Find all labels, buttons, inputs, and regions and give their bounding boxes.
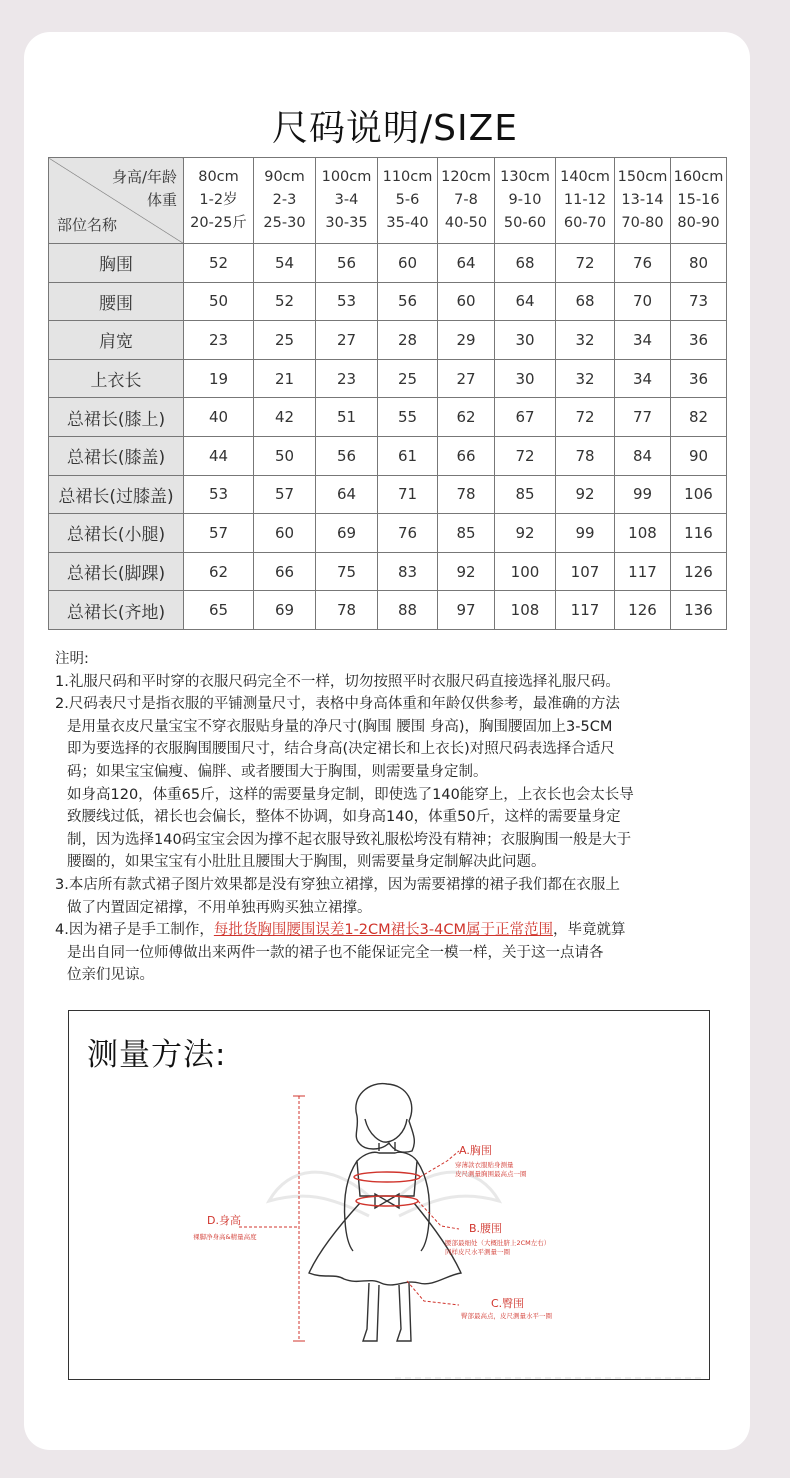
note-2-line: 即为要选择的衣服胸围腰围尺寸，结合身高(决定裙长和上衣长)对照尺码表选择合适尺 — [67, 741, 615, 758]
size-value-cell: 126 — [671, 552, 727, 591]
size-column-header — [438, 158, 495, 244]
size-value-cell: 69 — [254, 591, 316, 630]
note-2-line: 如身高120，体重65斤，这样的需要量身定制，即使选了140能穿上，上衣长也会太长导 — [67, 786, 634, 803]
size-value-cell: 92 — [556, 475, 615, 514]
size-value-cell: 99 — [556, 514, 615, 553]
table-row — [49, 244, 727, 283]
size-value-cell: 34 — [615, 359, 671, 398]
size-value-cell: 32 — [556, 359, 615, 398]
size-value-cell: 106 — [671, 475, 727, 514]
size-value-cell: 25 — [254, 321, 316, 360]
size-value-cell: 40 — [184, 398, 254, 437]
note-3-line: 3.本店所有款式裙子图片效果都是没有穿独立裙撑，因为需要裙撑的裙子我们都在衣服上 — [55, 876, 620, 893]
size-value-cell: 136 — [671, 591, 727, 630]
size-value-cell: 72 — [556, 398, 615, 437]
table-row — [49, 398, 727, 437]
table-row — [49, 359, 727, 398]
measurement-title: 测量方法: — [87, 1037, 227, 1073]
size-header-line: 35-40 — [386, 215, 429, 231]
height-label: D.身高 — [207, 1214, 241, 1227]
faint-dashes-decoration — [395, 1373, 705, 1383]
size-value-cell: 57 — [184, 514, 254, 553]
size-header-line: 150cm — [617, 169, 668, 185]
size-value-cell: 108 — [495, 591, 556, 630]
size-header-line: 70-80 — [621, 215, 664, 231]
size-value-cell: 117 — [615, 552, 671, 591]
part-name-cell: 总裙长(齐地) — [49, 591, 184, 630]
size-value-cell: 56 — [378, 282, 438, 321]
part-name-cell: 总裙长(小腿) — [49, 514, 184, 553]
size-value-cell: 76 — [378, 514, 438, 553]
table-row — [49, 591, 727, 630]
note-4-line: 位亲们见谅。 — [67, 967, 154, 984]
size-value-cell: 36 — [671, 359, 727, 398]
size-value-cell: 97 — [438, 591, 495, 630]
part-name-cell: 上衣长 — [49, 359, 184, 398]
size-header-line: 90cm — [264, 169, 305, 185]
size-value-cell: 116 — [671, 514, 727, 553]
size-header-line: 9-10 — [508, 192, 542, 208]
size-value-cell: 34 — [615, 321, 671, 360]
size-header-line: 15-16 — [677, 192, 720, 208]
size-value-cell: 88 — [378, 591, 438, 630]
size-header-line: 60-70 — [563, 215, 607, 231]
table-row — [49, 282, 727, 321]
size-value-cell: 30 — [495, 359, 556, 398]
size-value-cell: 23 — [184, 321, 254, 360]
size-header-line: 160cm — [673, 169, 724, 185]
part-name-cell: 胸围 — [49, 244, 184, 283]
page-title: 尺码说明/SIZE — [271, 108, 518, 149]
table-row — [49, 321, 727, 360]
size-header-line: 50-60 — [503, 215, 547, 231]
table-row — [49, 552, 727, 591]
size-value-cell: 107 — [556, 552, 615, 591]
size-header-line: 130cm — [500, 169, 550, 185]
size-header-line: 20-25斤 — [190, 215, 247, 231]
size-value-cell: 42 — [254, 398, 316, 437]
size-header-line: 25-30 — [263, 215, 306, 231]
note-2-line: 是用量衣皮尺量宝宝不穿衣服贴身量的净尺寸(胸围 腰围 身高)，胸围腰固加上3-5CM — [67, 718, 613, 735]
size-value-cell: 64 — [495, 282, 556, 321]
hip-desc: 臀部最高点，皮尺测量水平一圈 — [461, 1312, 552, 1320]
size-column-header — [184, 158, 254, 244]
size-value-cell: 85 — [438, 514, 495, 553]
size-column-header — [316, 158, 378, 244]
waist-label: B.腰围 — [469, 1222, 503, 1235]
size-column-header — [556, 158, 615, 244]
part-name-cell: 总裙长(过膝盖) — [49, 475, 184, 514]
size-value-cell: 60 — [378, 244, 438, 283]
size-value-cell: 92 — [495, 514, 556, 553]
size-value-cell: 30 — [495, 321, 556, 360]
size-value-cell: 27 — [316, 321, 378, 360]
size-value-cell: 71 — [378, 475, 438, 514]
girl-measurement-illustration — [69, 1011, 711, 1381]
size-value-cell: 52 — [184, 244, 254, 283]
note-4-line — [55, 919, 735, 942]
size-value-cell: 68 — [556, 282, 615, 321]
size-header-line: 120cm — [441, 169, 491, 185]
size-value-cell: 50 — [184, 282, 254, 321]
size-value-cell: 27 — [438, 359, 495, 398]
note-4-text: ，毕竟就算 — [552, 922, 626, 939]
note-4-line: 是出自同一位师傅做出来两件一款的裙子也不能保证完全一模一样，关于这一点请各 — [67, 944, 604, 961]
part-name-cell: 总裙长(膝上) — [49, 398, 184, 437]
corner-weight: 体重 — [146, 191, 177, 209]
size-value-cell: 64 — [316, 475, 378, 514]
notes-section — [55, 648, 735, 987]
table-row — [49, 436, 727, 475]
size-value-cell: 68 — [495, 244, 556, 283]
size-value-cell: 65 — [184, 591, 254, 630]
note-2-line: 码；如果宝宝偏瘦、偏胖、或者腰围大于胸围，则需要量身定制。 — [67, 763, 488, 780]
size-value-cell: 54 — [254, 244, 316, 283]
size-value-cell: 126 — [615, 591, 671, 630]
size-table — [48, 157, 727, 630]
hip-label: C.臀围 — [491, 1297, 525, 1310]
table-row — [49, 475, 727, 514]
notes-heading: 注明: — [55, 651, 89, 667]
size-value-cell: 19 — [184, 359, 254, 398]
note-2-line: 2.尺码表尺寸是指衣服的平铺测量尺寸，表格中身高体重和年龄仅供参考，最准确的方法 — [55, 696, 620, 713]
size-value-cell: 62 — [184, 552, 254, 591]
note-2-line: 腰圈的，如果宝宝有小肚肚且腰围大于胸围，则需要量身定制解决此问题。 — [67, 854, 546, 871]
size-value-cell: 77 — [615, 398, 671, 437]
size-value-cell: 99 — [615, 475, 671, 514]
size-value-cell: 25 — [378, 359, 438, 398]
size-column-header — [495, 158, 556, 244]
size-header-line: 80cm — [198, 169, 239, 185]
size-value-cell: 61 — [378, 436, 438, 475]
table-row — [49, 514, 727, 553]
size-value-cell: 76 — [615, 244, 671, 283]
table-corner-header — [49, 158, 184, 244]
size-header-line: 80-90 — [677, 215, 720, 231]
size-value-cell: 92 — [438, 552, 495, 591]
note-2-line: 制，因为选择140码宝宝会因为撑不起衣服导致礼服松垮没有精神；衣服胸围一般是大于 — [67, 831, 632, 848]
size-value-cell: 80 — [671, 244, 727, 283]
size-value-cell: 69 — [316, 514, 378, 553]
size-value-cell: 78 — [316, 591, 378, 630]
size-header-line: 110cm — [382, 169, 433, 185]
size-value-cell: 75 — [316, 552, 378, 591]
note-3-line: 做了内置固定裙撑，不用单独再购买独立裙撑。 — [67, 899, 372, 916]
size-value-cell: 82 — [671, 398, 727, 437]
size-header-line: 100cm — [321, 169, 372, 185]
chest-desc: 穿薄款衣服贴身测量 — [455, 1161, 514, 1169]
size-value-cell: 64 — [438, 244, 495, 283]
size-header-line: 13-14 — [621, 192, 664, 208]
note-4-highlight: 每批货胸围腰围误差1-2CM裙长3-4CM属于正常范围 — [213, 922, 553, 939]
size-value-cell: 44 — [184, 436, 254, 475]
size-value-cell: 36 — [671, 321, 727, 360]
height-line — [293, 1096, 305, 1341]
size-value-cell: 56 — [316, 244, 378, 283]
size-value-cell: 108 — [615, 514, 671, 553]
size-value-cell: 51 — [316, 398, 378, 437]
corner-part-name: 部位名称 — [57, 216, 118, 234]
size-value-cell: 62 — [438, 398, 495, 437]
part-name-cell: 总裙长(膝盖) — [49, 436, 184, 475]
size-value-cell: 55 — [378, 398, 438, 437]
size-header-line: 40-50 — [444, 215, 488, 231]
size-value-cell: 32 — [556, 321, 615, 360]
size-value-cell: 73 — [671, 282, 727, 321]
size-header-line: 5-6 — [395, 192, 420, 208]
size-value-cell: 83 — [378, 552, 438, 591]
note-4-text: 4.因为裙子是手工制作， — [55, 922, 214, 939]
size-header-line: 1-2岁 — [199, 192, 238, 208]
leader-lines — [239, 1151, 459, 1305]
size-value-cell: 70 — [615, 282, 671, 321]
size-value-cell: 50 — [254, 436, 316, 475]
size-value-cell: 60 — [254, 514, 316, 553]
size-value-cell: 53 — [316, 282, 378, 321]
size-column-header — [378, 158, 438, 244]
size-header-line: 2-3 — [272, 192, 297, 208]
size-column-header — [615, 158, 671, 244]
height-desc: 裸脚净身高&精量高度 — [193, 1233, 257, 1241]
size-column-header — [671, 158, 727, 244]
note-1: 1.礼服尺码和平时穿的衣服尺码完全不一样，切勿按照平时衣服尺码直接选择礼服尺码。 — [55, 673, 620, 690]
chest-label: A.胸围 — [459, 1144, 492, 1157]
waist-desc: 腰部最细处（大概肚脐上2CM左右） — [445, 1239, 551, 1247]
size-header-line: 3-4 — [334, 192, 359, 208]
size-value-cell: 28 — [378, 321, 438, 360]
size-value-cell: 85 — [495, 475, 556, 514]
size-value-cell: 23 — [316, 359, 378, 398]
size-value-cell: 53 — [184, 475, 254, 514]
size-value-cell: 78 — [556, 436, 615, 475]
size-header-line: 140cm — [560, 169, 610, 185]
size-value-cell: 66 — [438, 436, 495, 475]
size-header-line: 30-35 — [325, 215, 368, 231]
wings-watermark-icon — [269, 1172, 499, 1216]
size-value-cell: 117 — [556, 591, 615, 630]
size-value-cell: 29 — [438, 321, 495, 360]
size-header-line: 11-12 — [563, 192, 607, 208]
size-value-cell: 57 — [254, 475, 316, 514]
size-value-cell: 72 — [556, 244, 615, 283]
size-value-cell: 78 — [438, 475, 495, 514]
measurement-method-box — [68, 1010, 710, 1380]
part-name-cell: 腰围 — [49, 282, 184, 321]
waist-desc: 同样皮尺水平测量一圈 — [445, 1248, 510, 1256]
size-value-cell: 66 — [254, 552, 316, 591]
size-header-line: 7-8 — [454, 192, 478, 208]
size-value-cell: 56 — [316, 436, 378, 475]
part-name-cell: 总裙长(脚踝) — [49, 552, 184, 591]
size-value-cell: 100 — [495, 552, 556, 591]
part-name-cell: 肩宽 — [49, 321, 184, 360]
size-value-cell: 72 — [495, 436, 556, 475]
corner-height-age: 身高/年龄 — [111, 168, 177, 186]
size-value-cell: 90 — [671, 436, 727, 475]
size-value-cell: 60 — [438, 282, 495, 321]
size-value-cell: 21 — [254, 359, 316, 398]
size-value-cell: 84 — [615, 436, 671, 475]
chest-desc: 皮尺测量胸围最高点一圈 — [455, 1170, 527, 1178]
size-value-cell: 67 — [495, 398, 556, 437]
size-column-header — [254, 158, 316, 244]
size-value-cell: 52 — [254, 282, 316, 321]
note-2-line: 致腰线过低，裙长也会偏长，整体不协调，如身高140，体重50斤，这样的需要量身定 — [67, 809, 621, 826]
